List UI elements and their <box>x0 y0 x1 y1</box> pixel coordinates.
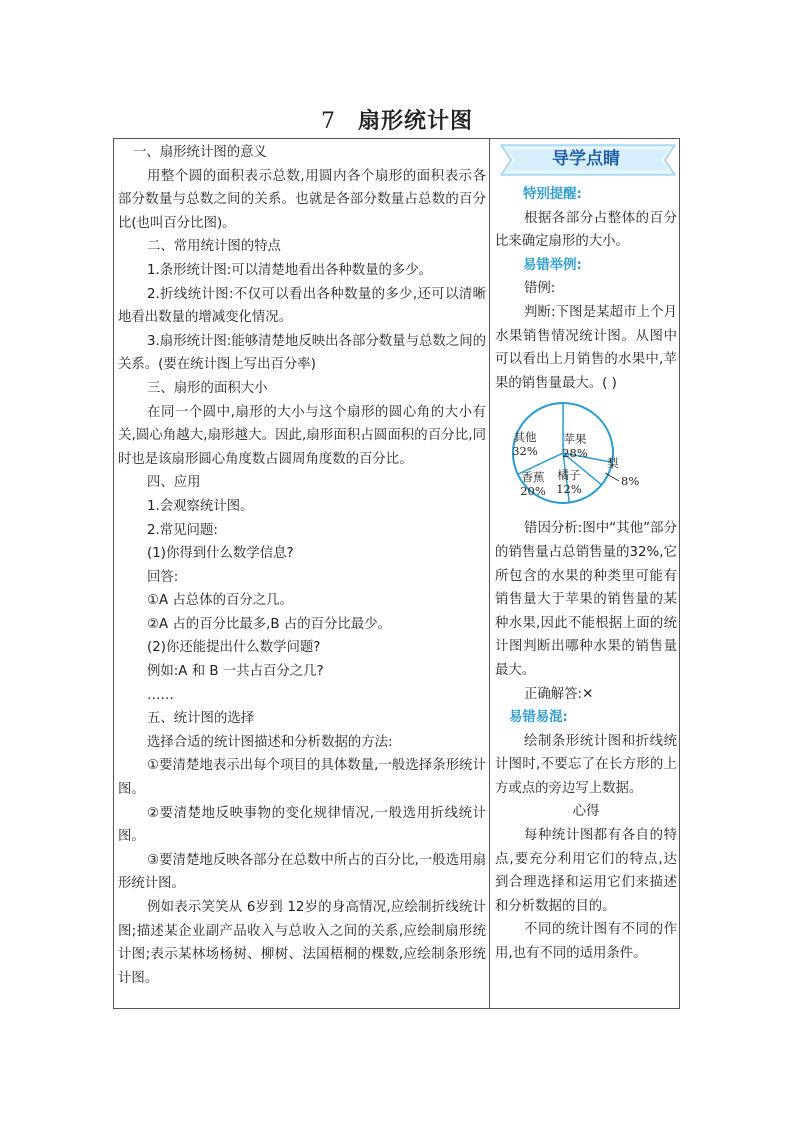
list-item: ②A 占的百分比最多,B 占的百分比最少。 <box>147 616 391 632</box>
title-text: 扇形统计图 <box>357 108 473 134</box>
list-item: 2.折线统计图:不仅可以看出各种数量的多少,还可以清晰地看出数量的增减变化情况。 <box>118 286 486 326</box>
tip-text: 根据各部分占整体的百分比来确定扇形的大小。 <box>495 210 677 250</box>
fruit-pie-chart <box>495 399 677 511</box>
list-item: 1.会观察统计图。 <box>147 498 254 514</box>
list-item: ①要清楚地表示出每个项目的具体数量,一般选择条形统计图。 <box>118 758 486 798</box>
insight-paragraph: 每种统计图都有各自的特点,要充分利用它们的特点,达到合理选择和运用它们来描述和分析数据的目的。 <box>495 828 677 914</box>
list-item: 回答: <box>147 569 179 585</box>
banner-title: 导学点睛 <box>552 149 620 169</box>
title-number: 7 <box>320 109 336 134</box>
confusion-label: 易错易混: <box>509 710 568 726</box>
pie-label-value: 28% <box>562 446 588 461</box>
list-item: (2)你还能提出什么数学问题? <box>147 640 321 656</box>
guide-banner <box>497 143 677 177</box>
list-item: ①A 占总体的百分之几。 <box>147 593 293 609</box>
paragraph: 在同一个圆中,扇形的大小与这个扇形的圆心角的大小有关,圆心角越大,扇形越大。因此,扇形面积占圆面积的百分比,同时也是该扇形圆心角度数占圆周角度数的百分比。 <box>118 404 486 467</box>
page-title <box>0 104 794 135</box>
error-question: 判断:下图是某超市上个月水果销售情况统计图。从图中可以看出上月销售的水果中,苹果的销售量最大。( ) <box>495 304 677 391</box>
pie-label-category: 梨 <box>607 456 619 471</box>
paragraph: 选择合适的统计图描述和分析数据的方法: <box>147 734 393 750</box>
pie-label-category: 橘子 <box>557 468 581 483</box>
main-column <box>118 141 486 990</box>
list-item: 1.条形统计图:可以清楚地看出各种数量的多少。 <box>147 262 433 278</box>
section-heading: 一、扇形统计图的意义 <box>133 145 267 160</box>
tip-label: 特别提醒: <box>523 187 582 202</box>
pie-label-value: 8% <box>621 474 640 489</box>
pie-label-category: 香蕉 <box>521 470 545 485</box>
list-item: (1)你得到什么数学信息? <box>147 546 294 562</box>
ellipsis: …… <box>147 687 174 703</box>
list-item: ②要清楚地反映事物的变化规律情况,一般选用折线统计图。 <box>118 805 486 845</box>
pie-label-category: 其他 <box>513 430 537 445</box>
paragraph: 例如表示笑笑从 6岁到 12岁的身高情况,应绘制折线统计图;描述某企业副产品收入与总收入之间的关系,应绘制扇形统计图;表示某林场杨树、柳树、法国梧桐的棵数,应绘制条形统计图。 <box>118 900 486 986</box>
error-case: 错例: <box>524 281 556 297</box>
insight-heading: 心得 <box>572 804 600 820</box>
section-heading: 五、统计图的选择 <box>147 711 255 727</box>
column-divider <box>489 138 490 1009</box>
sidebar-column <box>495 141 677 966</box>
error-example-label: 易错举例: <box>523 257 582 273</box>
list-item: 2.常见问题: <box>147 522 218 538</box>
error-analysis: 错因分析:图中“其他”部分的销售量占总销售量的32%,它所包含的水果的种类里可能有销售量大于苹果的销售量的某种水果,因此不能根据上面的统计图判断出哪种水果的销售量最大。 <box>495 521 677 678</box>
confusion-text: 绘制条形统计图和折线统计图时,不要忘了在长方形的上方或点的旁边写上数据。 <box>495 733 677 796</box>
pie-label-value: 32% <box>512 444 538 459</box>
list-item: ③要清楚地反映各部分在总数中所占的百分比,一般选用扇形统计图。 <box>118 852 486 892</box>
paragraph: 用整个圆的面积表示总数,用圆内各个扇形的面积表示各部分数量与总数之间的关系。也就是各部分数量占总数的百分比(也叫百分比图)。 <box>118 168 486 231</box>
pie-label-category: 苹果 <box>563 432 587 447</box>
list-item: 例如:A 和 B 一共占百分之几? <box>147 664 324 680</box>
section-heading: 四、应用 <box>147 475 201 491</box>
list-item: 3.扇形统计图:能够清楚地反映出各部分数量与总数之间的关系。(要在统计图上写出百分率) <box>118 333 486 373</box>
pie-label-value: 20% <box>520 484 546 499</box>
correct-answer: 正确解答:✕ <box>524 686 594 702</box>
section-heading: 二、常用统计图的特点 <box>147 239 281 255</box>
pie-label-value: 12% <box>556 482 582 497</box>
section-heading: 三、扇形的面积大小 <box>147 380 268 396</box>
insight-paragraph: 不同的统计图有不同的作用,也有不同的适用条件。 <box>495 922 677 962</box>
